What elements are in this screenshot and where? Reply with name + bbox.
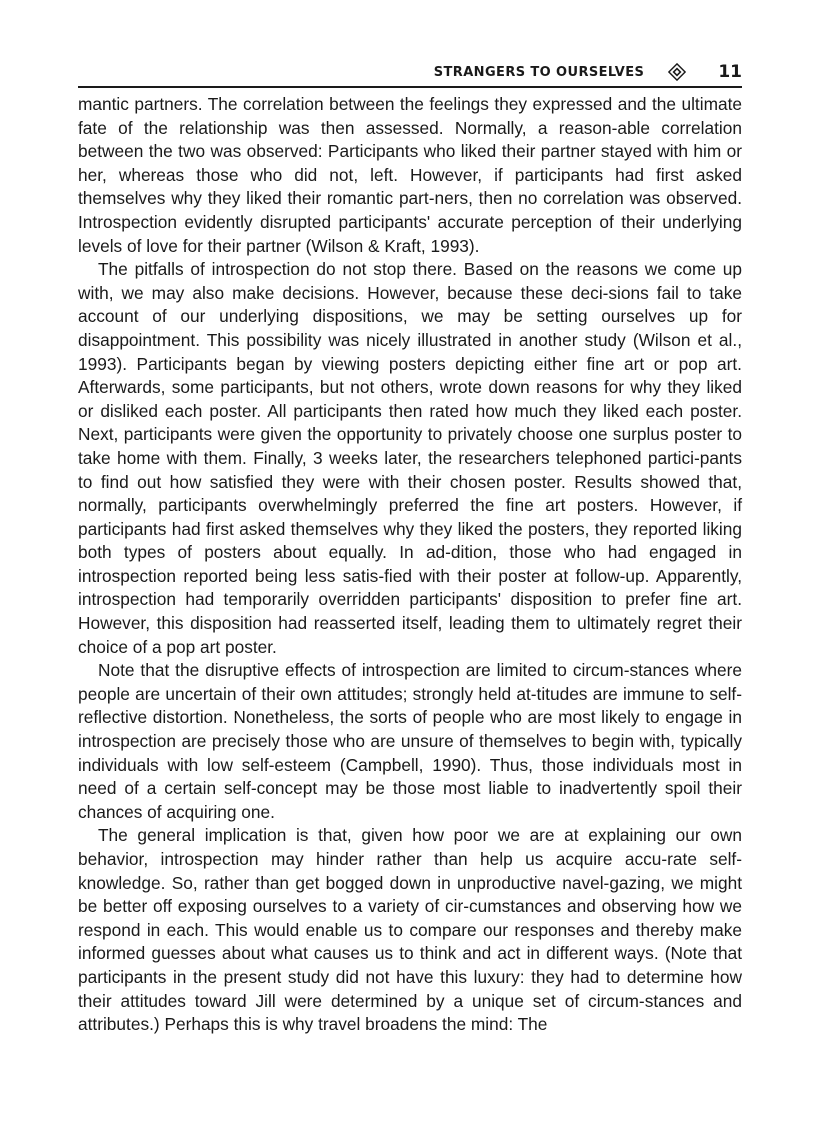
paragraph: The general implication is that, given how poor we are at explaining our own behavior, introspection may hinder rather than help us acquire accu-rate self-knowledge. So, rather than get bogged down in unproductive navel-gazing, we might be better off exposing ourselves to a variety of cir-cumstances and observing how we respond in each. This would enable us to compare our responses and thereby make informed guesses about what causes us to think and act in different ways. (Note that participants in the present study did not have this luxury: they had to determine how their attitudes toward Jill were determined by a unique set of circum-stances and attributes.) Perhaps this is why travel broadens the mind: The <box>78 825 742 1035</box>
diamond-ornament-icon <box>668 63 686 81</box>
paragraph: mantic partners. The correlation between the feelings they expressed and the ultimate fate of the relationship was then assessed. Normally, a reason-able correlation between the two was observed: Participants who liked their partner stayed with him or her, whereas those who did not, left. However, if participants had first asked themselves why they liked their romantic part-ners, then no correlation was observed. Introspection evidently disrupted participants' accurate perception of their underlying levels of love for their partner (Wilson & Kraft, 1993). <box>78 94 742 256</box>
running-title: STRANGERS TO OURSELVES <box>433 64 645 80</box>
paragraph: Note that the disruptive effects of introspection are limited to circum-stances where people are uncertain of their own attitudes; strongly held at-titudes are immune to self-reflective distortion. Nonetheless, the sorts of people who are most likely to engage in introspection are precisely those who are unsure of themselves to begin with, typically individuals with low self-esteem (Campbell, 1990). Thus, those individuals most in need of a certain self-concept may be those most liable to inadvertently spoil their chances of acquiring one. <box>78 660 742 822</box>
header-rule <box>78 86 742 88</box>
body-text <box>78 93 742 1037</box>
paragraph: The pitfalls of introspection do not stop there. Based on the reasons we come up with, we may also make decisions. However, because these deci-sions fail to take account of our underlying dispositions, we may be setting ourselves up for disappointment. This possibility was nicely illustrated in another study (Wilson et al., 1993). Participants began by viewing posters depicting either fine art or pop art. Afterwards, some participants, but not others, wrote down reasons for why they liked or disliked each poster. All participants then rated how much they liked each poster. Next, participants were given the opportunity to privately choose one surplus poster to take home with them. Finally, 3 weeks later, the researchers telephoned partici-pants to find out how satisfied they were with their chosen poster. Results showed that, normally, participants overwhelmingly preferred the fine art posters. However, if participants had first asked themselves why they liked the posters, they reported liking both types of posters about equally. In ad-dition, those who had engaged in introspection reported being less satis-fied with their poster at follow-up. Apparently, introspection had temporarily overridden participants' disposition to prefer fine art. However, this disposition had reasserted itself, leading them to ultimately regret their choice of a pop art poster. <box>78 259 742 657</box>
running-head <box>78 60 742 84</box>
page-number: 11 <box>718 62 742 82</box>
